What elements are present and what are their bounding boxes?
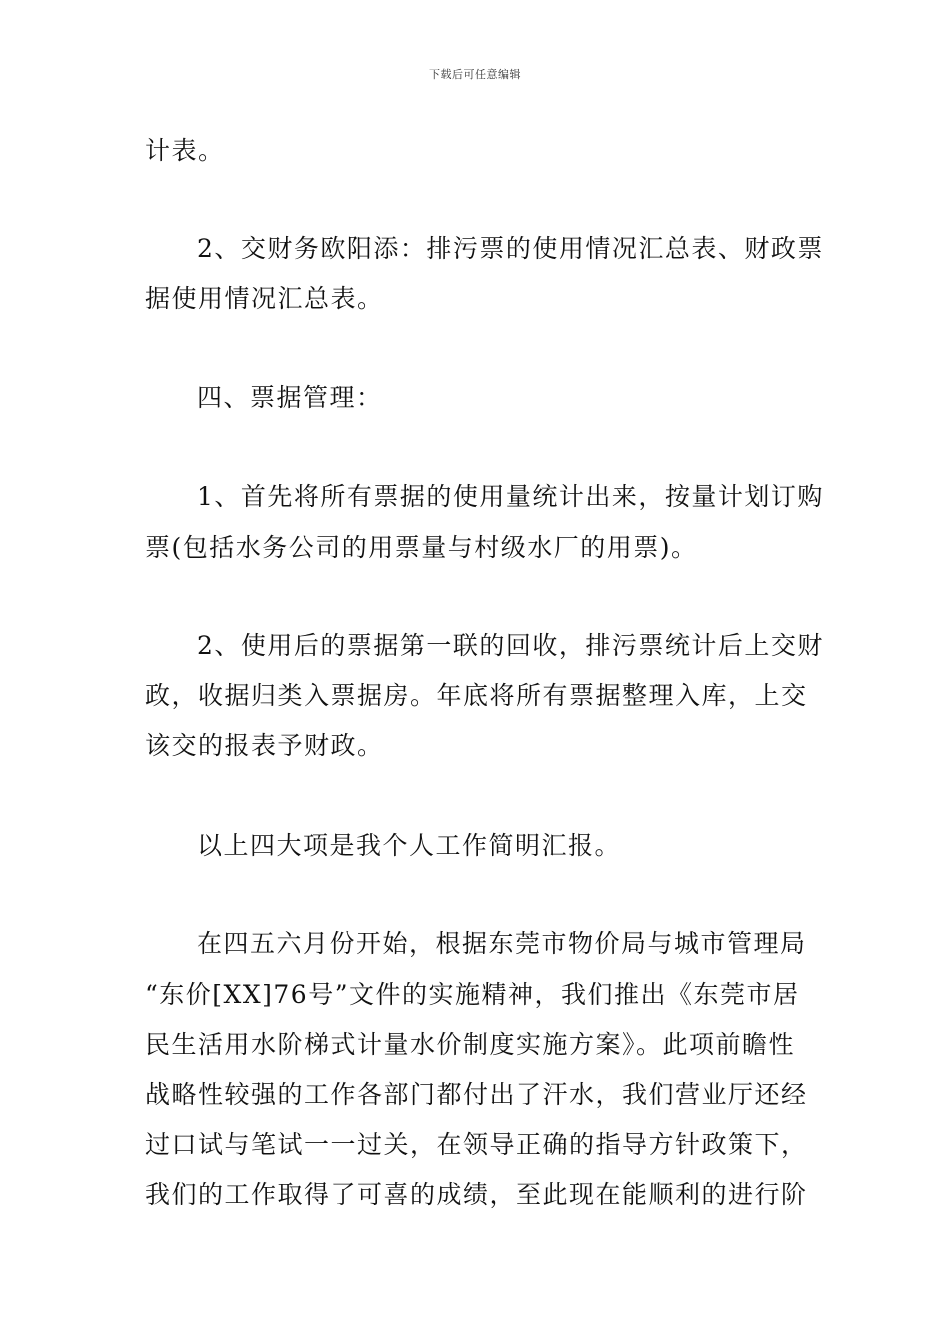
page-header-note: 下载后可任意编辑 — [429, 68, 521, 81]
text-line: 票(包括水务公司的用票量与村级水厂的用票)。 — [145, 533, 698, 562]
section-heading: 四、票据管理： — [197, 383, 383, 412]
text-line: 该交的报表予财政。 — [145, 731, 384, 760]
text-line: 民生活用水阶梯式计量水价制度实施方案》。此项前瞻性 — [145, 1030, 796, 1059]
text-line: 计表。 — [145, 136, 225, 165]
text-line: 2、交财务欧阳添：排污票的使用情况汇总表、财政票 — [197, 234, 824, 263]
text-line: 过口试与笔试一一过关，在领导正确的指导方针政策下， — [145, 1130, 808, 1159]
text-line: 战略性较强的工作各部门都付出了汗水，我们营业厅还经 — [145, 1080, 808, 1109]
text-line: 我们的工作取得了可喜的成绩，至此现在能顺利的进行阶 — [145, 1180, 808, 1209]
text-line: 据使用情况汇总表。 — [145, 284, 384, 313]
text-line: 政，收据归类入票据房。年底将所有票据整理入库，上交 — [145, 681, 808, 710]
text-line: 2、使用后的票据第一联的回收，排污票统计后上交财 — [197, 631, 824, 660]
text-line: 在四五六月份开始，根据东莞市物价局与城市管理局 — [197, 929, 807, 958]
text-line: “东价[XX]76号”文件的实施精神，我们推出《东莞市居 — [145, 980, 800, 1009]
text-line: 1、首先将所有票据的使用量统计出来，按量计划订购 — [197, 482, 824, 511]
text-line: 以上四大项是我个人工作简明汇报。 — [197, 831, 622, 860]
